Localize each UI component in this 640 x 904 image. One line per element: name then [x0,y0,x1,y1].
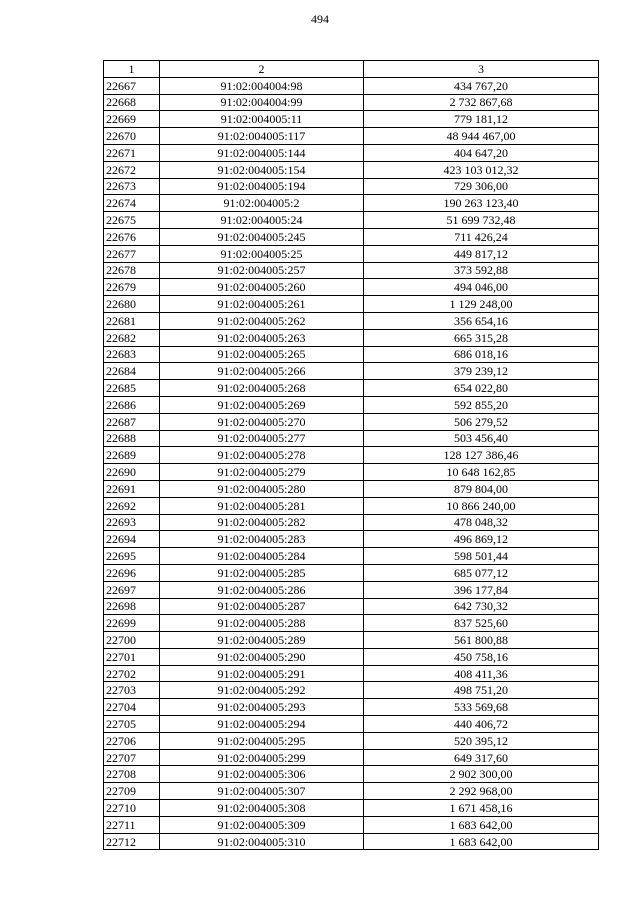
table-row [104,447,599,464]
table-row [104,94,599,111]
row-number-cell: 22685 [104,380,160,397]
value-cell: 654 022,80 [364,380,599,397]
table-row [104,212,599,229]
table-row [104,699,599,716]
cadastral-number-cell: 91:02:004005:278 [160,447,364,464]
row-number-cell: 22676 [104,228,160,245]
table-row [104,732,599,749]
table-row [104,279,599,296]
cadastral-number-cell: 91:02:004005:288 [160,615,364,632]
cadastral-number-cell: 91:02:004005:282 [160,514,364,531]
table-row [104,749,599,766]
row-number-cell: 22709 [104,783,160,800]
cadastral-number-cell: 91:02:004005:277 [160,430,364,447]
cadastral-number-cell: 91:02:004005:285 [160,564,364,581]
row-number-cell: 22702 [104,665,160,682]
table-row [104,380,599,397]
table-row [104,363,599,380]
page-number: 494 [311,12,329,26]
value-cell: 396 177,84 [364,581,599,598]
table-row [104,329,599,346]
cadastral-number-cell: 91:02:004005:291 [160,665,364,682]
value-cell: 51 699 732,48 [364,212,599,229]
cadastral-number-cell: 91:02:004005:289 [160,632,364,649]
cadastral-number-cell: 91:02:004005:279 [160,464,364,481]
table-row [104,128,599,145]
cadastral-number-cell: 91:02:004005:262 [160,312,364,329]
row-number-cell: 22698 [104,598,160,615]
row-number-cell: 22675 [104,212,160,229]
cadastral-number-cell: 91:02:004005:307 [160,783,364,800]
row-number-cell: 22694 [104,531,160,548]
cadastral-number-cell: 91:02:004005:290 [160,648,364,665]
table-row [104,111,599,128]
table-row [104,228,599,245]
row-number-cell: 22671 [104,144,160,161]
value-cell: 423 103 012,32 [364,161,599,178]
value-cell: 440 406,72 [364,716,599,733]
value-cell: 729 306,00 [364,178,599,195]
table-row [104,178,599,195]
value-cell: 649 317,60 [364,749,599,766]
table-row [104,598,599,615]
table-row [104,245,599,262]
row-number-cell: 22686 [104,396,160,413]
table-row [104,665,599,682]
row-number-cell: 22704 [104,699,160,716]
cadastral-number-cell: 91:02:004005:287 [160,598,364,615]
row-number-cell: 22705 [104,716,160,733]
row-number-cell: 22712 [104,833,160,850]
table-row [104,396,599,413]
value-cell: 711 426,24 [364,228,599,245]
cadastral-number-cell: 91:02:004005:263 [160,329,364,346]
table-row [104,766,599,783]
row-number-cell: 22688 [104,430,160,447]
row-number-cell: 22689 [104,447,160,464]
table-row [104,564,599,581]
row-number-cell: 22668 [104,94,160,111]
value-cell: 533 569,68 [364,699,599,716]
table-row [104,581,599,598]
cadastral-number-cell: 91:02:004005:270 [160,413,364,430]
cadastral-number-cell: 91:02:004005:268 [160,380,364,397]
row-number-cell: 22706 [104,732,160,749]
value-cell: 404 647,20 [364,144,599,161]
table-row [104,77,599,94]
table-row [104,413,599,430]
value-cell: 1 683 642,00 [364,833,599,850]
value-cell: 506 279,52 [364,413,599,430]
value-cell: 2 902 300,00 [364,766,599,783]
value-cell: 2 732 867,68 [364,94,599,111]
table-row [104,648,599,665]
row-number-cell: 22670 [104,128,160,145]
cadastral-number-cell: 91:02:004005:194 [160,178,364,195]
value-cell: 592 855,20 [364,396,599,413]
value-cell: 356 654,16 [364,312,599,329]
value-cell: 598 501,44 [364,548,599,565]
value-cell: 10 648 162,85 [364,464,599,481]
row-number-cell: 22700 [104,632,160,649]
value-cell: 373 592,88 [364,262,599,279]
value-cell: 450 758,16 [364,648,599,665]
table-row [104,262,599,279]
value-cell: 494 046,00 [364,279,599,296]
cadastral-number-cell: 91:02:004005:294 [160,716,364,733]
row-number-cell: 22711 [104,816,160,833]
row-number-cell: 22673 [104,178,160,195]
cadastral-number-cell: 91:02:004005:257 [160,262,364,279]
table-row [104,195,599,212]
cadastral-number-cell: 91:02:004005:25 [160,245,364,262]
cadastral-number-cell: 91:02:004005:306 [160,766,364,783]
cadastral-number-cell: 91:02:004005:295 [160,732,364,749]
table-row [104,816,599,833]
cadastral-number-cell: 91:02:004005:117 [160,128,364,145]
table-row [104,615,599,632]
table-row [104,480,599,497]
table-row [104,312,599,329]
row-number-cell: 22697 [104,581,160,598]
row-number-cell: 22669 [104,111,160,128]
cadastral-number-cell: 91:02:004005:245 [160,228,364,245]
table-row [104,346,599,363]
table-row [104,800,599,817]
value-cell: 496 869,12 [364,531,599,548]
cadastral-number-cell: 91:02:004005:266 [160,363,364,380]
table-body [104,77,599,850]
table-row [104,632,599,649]
cadastral-number-cell: 91:02:004005:154 [160,161,364,178]
table-row [104,464,599,481]
row-number-cell: 22707 [104,749,160,766]
value-cell: 498 751,20 [364,682,599,699]
value-cell: 478 048,32 [364,514,599,531]
value-cell: 1 671 458,16 [364,800,599,817]
value-cell: 1 683 642,00 [364,816,599,833]
header-row [104,61,599,78]
cadastral-number-cell: 91:02:004005:144 [160,144,364,161]
value-cell: 686 018,16 [364,346,599,363]
value-cell: 685 077,12 [364,564,599,581]
cadastral-number-cell: 91:02:004005:261 [160,296,364,313]
cadastral-number-cell: 91:02:004005:2 [160,195,364,212]
column-header-3: 3 [364,61,599,78]
cadastral-number-cell: 91:02:004005:269 [160,396,364,413]
row-number-cell: 22699 [104,615,160,632]
table-row [104,783,599,800]
cadastral-number-cell: 91:02:004005:260 [160,279,364,296]
table-row [104,531,599,548]
table-row [104,682,599,699]
row-number-cell: 22667 [104,77,160,94]
column-header-1: 1 [104,61,160,78]
value-cell: 379 239,12 [364,363,599,380]
row-number-cell: 22683 [104,346,160,363]
column-header-2: 2 [160,61,364,78]
row-number-cell: 22691 [104,480,160,497]
row-number-cell: 22672 [104,161,160,178]
row-number-cell: 22701 [104,648,160,665]
cadastral-number-cell: 91:02:004005:292 [160,682,364,699]
row-number-cell: 22680 [104,296,160,313]
value-cell: 1 129 248,00 [364,296,599,313]
row-number-cell: 22708 [104,766,160,783]
cadastral-number-cell: 91:02:004005:286 [160,581,364,598]
cadastral-number-cell: 91:02:004005:308 [160,800,364,817]
table-row [104,144,599,161]
row-number-cell: 22687 [104,413,160,430]
cadastral-number-cell: 91:02:004005:281 [160,497,364,514]
value-cell: 449 817,12 [364,245,599,262]
table-row [104,430,599,447]
table-row [104,833,599,850]
cadastral-number-cell: 91:02:004004:98 [160,77,364,94]
table-row [104,161,599,178]
cadastral-number-cell: 91:02:004005:280 [160,480,364,497]
table-row [104,296,599,313]
row-number-cell: 22690 [104,464,160,481]
row-number-cell: 22678 [104,262,160,279]
value-cell: 665 315,28 [364,329,599,346]
value-cell: 48 944 467,00 [364,128,599,145]
value-cell: 408 411,36 [364,665,599,682]
row-number-cell: 22684 [104,363,160,380]
value-cell: 503 456,40 [364,430,599,447]
value-cell: 190 263 123,40 [364,195,599,212]
row-number-cell: 22696 [104,564,160,581]
cadastral-number-cell: 91:02:004005:309 [160,816,364,833]
table-row [104,548,599,565]
value-cell: 837 525,60 [364,615,599,632]
row-number-cell: 22674 [104,195,160,212]
value-cell: 10 866 240,00 [364,497,599,514]
cadastral-number-cell: 91:02:004005:265 [160,346,364,363]
row-number-cell: 22681 [104,312,160,329]
cadastral-number-cell: 91:02:004005:293 [160,699,364,716]
table-header [104,61,599,78]
value-cell: 561 800,88 [364,632,599,649]
cadastral-number-cell: 91:02:004005:310 [160,833,364,850]
row-number-cell: 22710 [104,800,160,817]
registry-table [103,60,599,850]
cadastral-number-cell: 91:02:004005:284 [160,548,364,565]
row-number-cell: 22695 [104,548,160,565]
row-number-cell: 22679 [104,279,160,296]
value-cell: 779 181,12 [364,111,599,128]
row-number-cell: 22703 [104,682,160,699]
value-cell: 520 395,12 [364,732,599,749]
table-row [104,497,599,514]
row-number-cell: 22682 [104,329,160,346]
row-number-cell: 22693 [104,514,160,531]
table-row [104,716,599,733]
cadastral-number-cell: 91:02:004005:24 [160,212,364,229]
value-cell: 642 730,32 [364,598,599,615]
table-row [104,514,599,531]
row-number-cell: 22677 [104,245,160,262]
value-cell: 128 127 386,46 [364,447,599,464]
row-number-cell: 22692 [104,497,160,514]
value-cell: 879 804,00 [364,480,599,497]
value-cell: 434 767,20 [364,77,599,94]
cadastral-number-cell: 91:02:004004:99 [160,94,364,111]
cadastral-number-cell: 91:02:004005:11 [160,111,364,128]
cadastral-number-cell: 91:02:004005:283 [160,531,364,548]
value-cell: 2 292 968,00 [364,783,599,800]
cadastral-number-cell: 91:02:004005:299 [160,749,364,766]
